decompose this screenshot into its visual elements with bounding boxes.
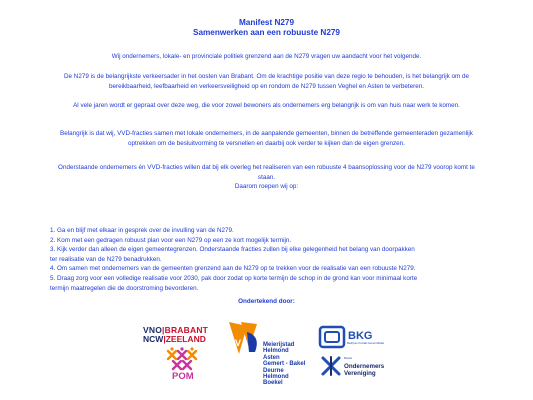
call-item: 2. Kom met een gedragen robuust plan voor een N279 op een ze kort mogelijk termijn.: [50, 236, 292, 244]
call-item: ter realisatie van de N279 benadrukken.: [50, 255, 162, 263]
municipality: Deurne: [263, 367, 284, 374]
vno-line-2: NCW|ZEELAND: [143, 334, 206, 344]
municipality: Helmond: [263, 348, 289, 355]
pom-figures-icon: [165, 347, 199, 373]
paragraph-4-line-1: Onderstaande ondernemers én VVD-fracties willen dat bij elk overleg het realiseren van een robuuste 4 baansoplossing voor de N279 voorop komt te staan.: [58, 164, 475, 181]
title-line-1: Manifest N279: [238, 18, 295, 27]
vvd-logo: [227, 318, 306, 398]
call-item: 5. Draag zorg voor een volledige realisatie voor 2030, pak door zodat op korte termijn de schop in de grond kan voor minimaal korte: [50, 274, 418, 282]
svg-text:V: V: [235, 338, 242, 348]
signed-by-heading: Ondertekend door:: [238, 298, 295, 305]
vno-ncw-pom-logo: [143, 325, 228, 395]
paragraph-2: Al vele jaren wordt er gepraat over deze weg, die voor zowel bewoners als ondernemers erg belangrijk is om van huis naar werk te komen.: [73, 102, 460, 109]
paragraph-4: [50, 163, 483, 192]
paragraph-1: De N279 is de belangrijkste verkeersader in het oosten van Brabant. Om de krachtige positie van deze regio te behouden, is het belangrijk om de bereikbaarheid, leefbaarheid en verkeersveiligheid op en rondom de N279 tussen Veghel en Asten te verbeteren.: [64, 73, 469, 90]
municipality: Helmond: [263, 374, 289, 381]
municipality: Gemert - Bakel: [263, 361, 306, 368]
vvd-mark-icon: [227, 318, 263, 360]
call-item: 4. Om samen met ondernemers van de gemeenten grenzend aan de N279 op te trekken voor de realisatie van een robuuste N279.: [50, 265, 416, 273]
call-item: 1. Ga en blijf met elkaar in gesprek over de invulling van de N279.: [50, 227, 234, 234]
call-item: 3. Kijk verder dan alleen de eigen gemeentegrenzen. Onderstaande fracties zullen bij elke gelegenheid het belang van doorpakken: [50, 246, 415, 254]
pom-wordmark: POM: [172, 371, 194, 382]
calls-list: [50, 226, 490, 293]
vno-line-1: VNO|BRABANT: [143, 325, 209, 335]
municipality: Meierijstad: [263, 342, 295, 348]
bkg-mark-icon: [318, 325, 346, 349]
ov-mark-icon: [320, 355, 342, 377]
ov-wordmark: Ondernemers Vereniging: [344, 363, 385, 377]
call-item: termijn maatregelen die de doorstroming bevorderen.: [50, 284, 199, 292]
intro-paragraph: Wij ondernemers, lokale- en provinciale politiek grenzend aan de N279 vragen uw aandacht voor het volgende.: [111, 53, 422, 60]
bkg-wordmark: BKG: [348, 330, 373, 342]
paragraph-4-line-2: Daarom roepen wij op:: [234, 183, 299, 190]
manifest-title: [0, 18, 533, 38]
bkg-ov-logo: [318, 325, 398, 397]
bkg-subtitle: Bedrijven Kontakt Gemert-Bakel: [347, 342, 385, 345]
ov-town: Boekel: [344, 357, 352, 360]
title-line-2: Samenwerken aan een robuuste N279: [193, 28, 340, 37]
vvd-municipalities: [263, 342, 305, 387]
paragraph-3: Belangrijk is dat wij, VVD-fracties samen met lokale ondernemers, in de aanpalende gemeenten, binnen de betreffende gemeenteraden gezamenlijk optrekken om de besluitvorming te versnellen en daarbij ook verder te kijken dan de eigen grenzen.: [60, 130, 473, 147]
municipality: Boekel: [263, 380, 283, 387]
municipality: Asten: [263, 354, 280, 361]
